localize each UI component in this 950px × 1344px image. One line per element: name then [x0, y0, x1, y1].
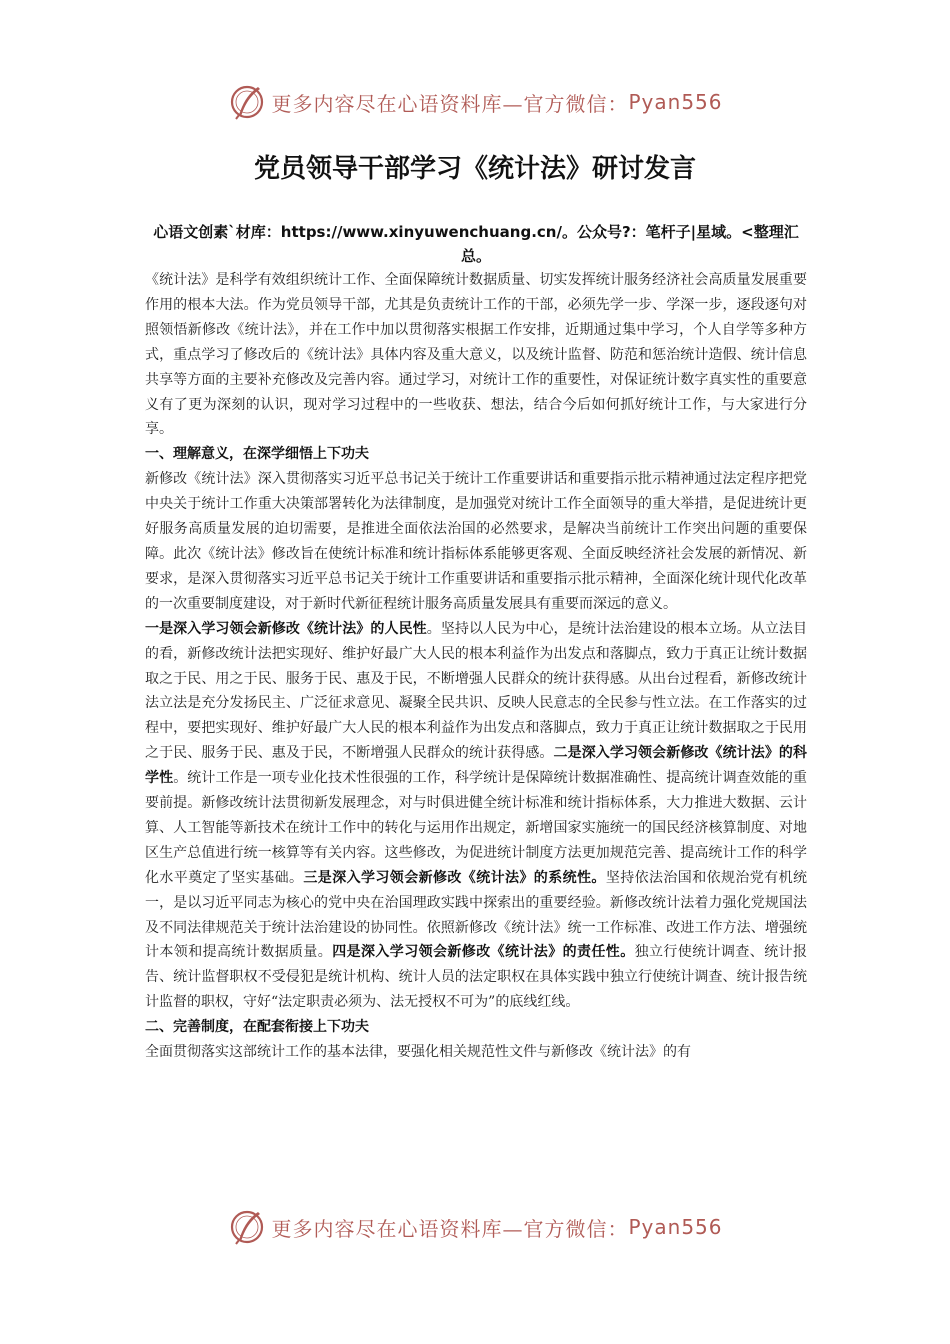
- section-2-paragraph-1: 全面贯彻落实这部统计工作的基本法律，要强化相关规范性文件与新修改《统计法》的有: [145, 1044, 691, 1061]
- section-1-heading: 一、理解意义，在深学细悟上下功夫: [145, 446, 369, 463]
- banner-wechat-id: Pyan556: [628, 90, 723, 114]
- quill-logo-icon: [227, 82, 267, 122]
- point-2-bold: 二是深入学习领会新修改《统计法》的科学性: [145, 745, 808, 787]
- banner-text: 更多内容尽在心语资料库—官方微信：: [271, 91, 629, 116]
- point-1-text: 。坚持以人民为中心，是统计法治建设的根本立场。从立法目的看，新修改统计法把实现好、维护好最广大人民的根本利益作为出发点和落脚点，致力于真正让统计数据取之于民、用之于民、服务于民、惠及于民，不断增强人民群众的统计获得感。从出台过程看，新修改统计法立法是充分发扬民主、广泛征求意见、凝聚全民共识、反映人民意志的全民参与性立法。在工作落实的过程中，要把实现好、维护好最广大人民的根本利益作为出发点和落脚点，致力于真正让统计数据取之于民用之于民、服务于民、惠及于民，不断增强人民群众的统计获得感。: [145, 620, 808, 762]
- point-2-text: 。统计工作是一项专业化技术性很强的工作，科学统计是保障统计数据准确性、提高统计调查效能的重要前提。新修改统计法贯彻新发展理念，对与时俱进健全统计标准和统计指标体系，大力推进大数据、云计算、人工智能等新技术在统计工作中的转化与运用作出规定，新增国家实施统一的国民经济核算制度、对地区生产总值进行统一核算等有关内容。这些修改，为促进统计制度方法更加规范完善、提高统计工作的科学化水平奠定了坚实基础。: [145, 770, 808, 886]
- header-banner: [0, 80, 950, 124]
- point-3-bold: 三是深入学习领会新修改《统计法》的系统性。: [303, 869, 606, 886]
- section-1-paragraph-2: [145, 617, 807, 1016]
- section-2-heading: 二、完善制度，在配套衔接上下功夫: [145, 1019, 369, 1036]
- section-1-paragraph-1: 新修改《统计法》深入贯彻落实习近平总书记关于统计工作重要讲话和重要指示批示精神通过法定程序把党中央关于统计工作重大决策部署转化为法律制度，是加强党对统计工作全面领导的重大举措，是促进统计更好服务高质量发展的迫切需要，是推进全面依法治国的必然要求，是解决当前统计工作突出问题的重要保障。此次《统计法》修改旨在使统计标准和统计指标体系能够更客观、全面反映经济社会发展的新情况、新要求，是深入贯彻落实习近平总书记关于统计工作重要讲话和重要指示批示精神，全面深化统计现代化改革的一次重要制度建设，对于新时代新征程统计服务高质量发展具有重要而深远的意义。: [145, 471, 807, 612]
- quill-logo-icon: [227, 1207, 267, 1247]
- point-1-bold: 一是深入学习领会新修改《统计法》的人民性: [145, 620, 427, 637]
- banner-wechat-id: Pyan556: [628, 1215, 723, 1239]
- footer-banner: [0, 1205, 950, 1249]
- source-line: 心语文创素`材库：https://www.xinyuwenchuang.cn/。公众号?：笔杆子|星域。<整理汇总。: [153, 223, 799, 265]
- banner-text: 更多内容尽在心语资料库—官方微信：: [271, 1216, 629, 1241]
- point-3-text: 坚持依法治国和依规治党有机统一，是以习近平同志为核心的党中央在治国理政实践中探索出的重要经验。新修改统计法着力强化党规国法及不同法律规范关于统计法治建设的协同性。依照新修改《统计法》统一工作标准、改进工作方法、增强统计本领和提高统计数据质量。: [145, 869, 808, 961]
- intro-paragraph: 《统计法》是科学有效组织统计工作、全面保障统计数据质量、切实发挥统计服务经济社会高质量发展重要作用的根本大法。作为党员领导干部，尤其是负责统计工作的干部，必须先学一步、学深一步，逐段逐句对照领悟新修改《统计法》，并在工作中加以贯彻落实根据工作安排，近期通过集中学习，个人自学等多种方式，重点学习了修改后的《统计法》具体内容及重大意义，以及统计监督、防范和惩治统计造假、统计信息共享等方面的主要补充修改及完善内容。通过学习，对统计工作的重要性，对保证统计数字真实性的重要意义有了更为深刻的认识，现对学习过程中的一些收获、想法，结合今后如何抓好统计工作，与大家进行分享。: [145, 272, 807, 438]
- point-4-bold: 四是深入学习领会新修改《统计法》的责任性。: [332, 944, 635, 961]
- page-title: 党员领导干部学习《统计法》研讨发言: [253, 154, 696, 184]
- document-body: [145, 268, 807, 1065]
- point-4-text: 独立行使统计调查、统计报告、统计监督职权不受侵犯是统计机构、统计人员的法定职权在具体实践中独立行使统计调查、统计报告统计监督的职权，守好“法定职责必须为、法无授权不可为”的底线红线。: [145, 944, 808, 1011]
